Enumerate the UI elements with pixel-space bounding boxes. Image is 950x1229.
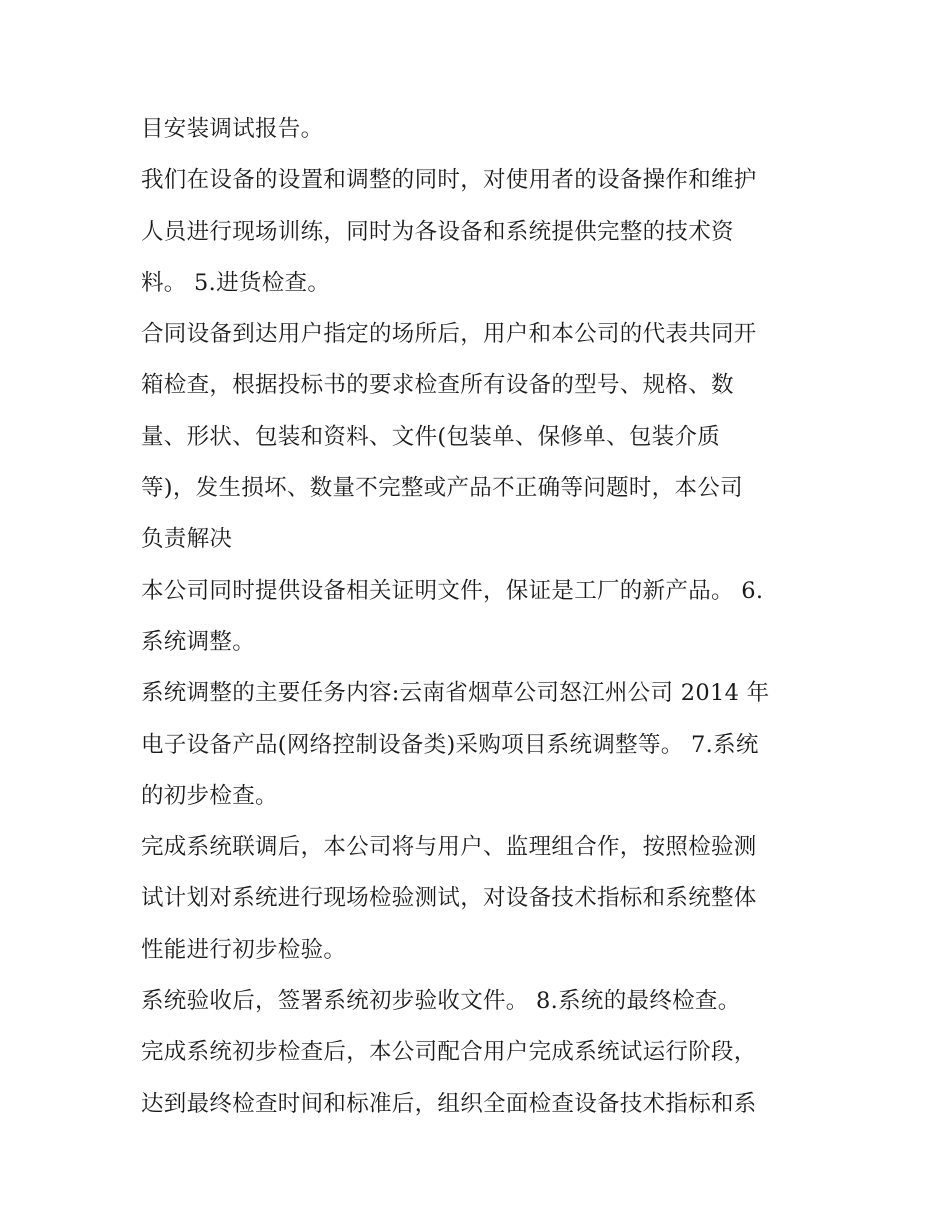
text-line: 合同设备到达用户指定的场所后，用户和本公司的代表共同开 <box>141 321 757 348</box>
text-line: 我们在设备的设置和调整的同时，对使用者的设备操作和维护 <box>141 167 757 194</box>
text-line: 性能进行初步检验。 <box>141 936 347 963</box>
text-line: 系统调整。 <box>141 628 256 655</box>
text-line: 系统验收后，签署系统初步验收文件。 8.系统的最终检查。 <box>141 988 741 1015</box>
text-line: 负责解决 <box>141 526 233 553</box>
text-line: 本公司同时提供设备相关证明文件，保证是工厂的新产品。 6. <box>141 577 764 604</box>
body-text <box>141 104 821 1130</box>
text-line: 料。 5.进货检查。 <box>141 269 331 296</box>
text-line: 人员进行现场训练，同时为各设备和系统提供完整的技术资 <box>141 218 734 245</box>
text-line: 等)，发生损坏、数量不完整或产品不正确等问题时，本公司 <box>141 475 743 502</box>
text-line: 量、形状、包装和资料、文件(包装单、保修单、包装介质 <box>141 423 721 450</box>
text-line: 试计划对系统进行现场检验测试，对设备技术指标和系统整体 <box>141 885 757 912</box>
text-line: 箱检查，根据投标书的要求检查所有设备的型号、规格、数 <box>141 372 734 399</box>
text-line: 电子设备产品(网络控制设备类)采购项目系统调整等。 7.系统 <box>141 731 759 758</box>
text-line: 达到最终检查时间和标准后，组织全面检查设备技术指标和系 <box>141 1090 757 1117</box>
text-line: 的初步检查。 <box>141 782 278 809</box>
text-line: 系统调整的主要任务内容:云南省烟草公司怒江州公司 2014 年 <box>141 680 770 707</box>
text-line: 完成系统联调后，本公司将与用户、监理组合作，按照检验测 <box>141 834 757 861</box>
text-line: 完成系统初步检查后，本公司配合用户完成系统试运行阶段， <box>141 1039 757 1066</box>
text-line: 目安装调试报告。 <box>141 116 324 142</box>
